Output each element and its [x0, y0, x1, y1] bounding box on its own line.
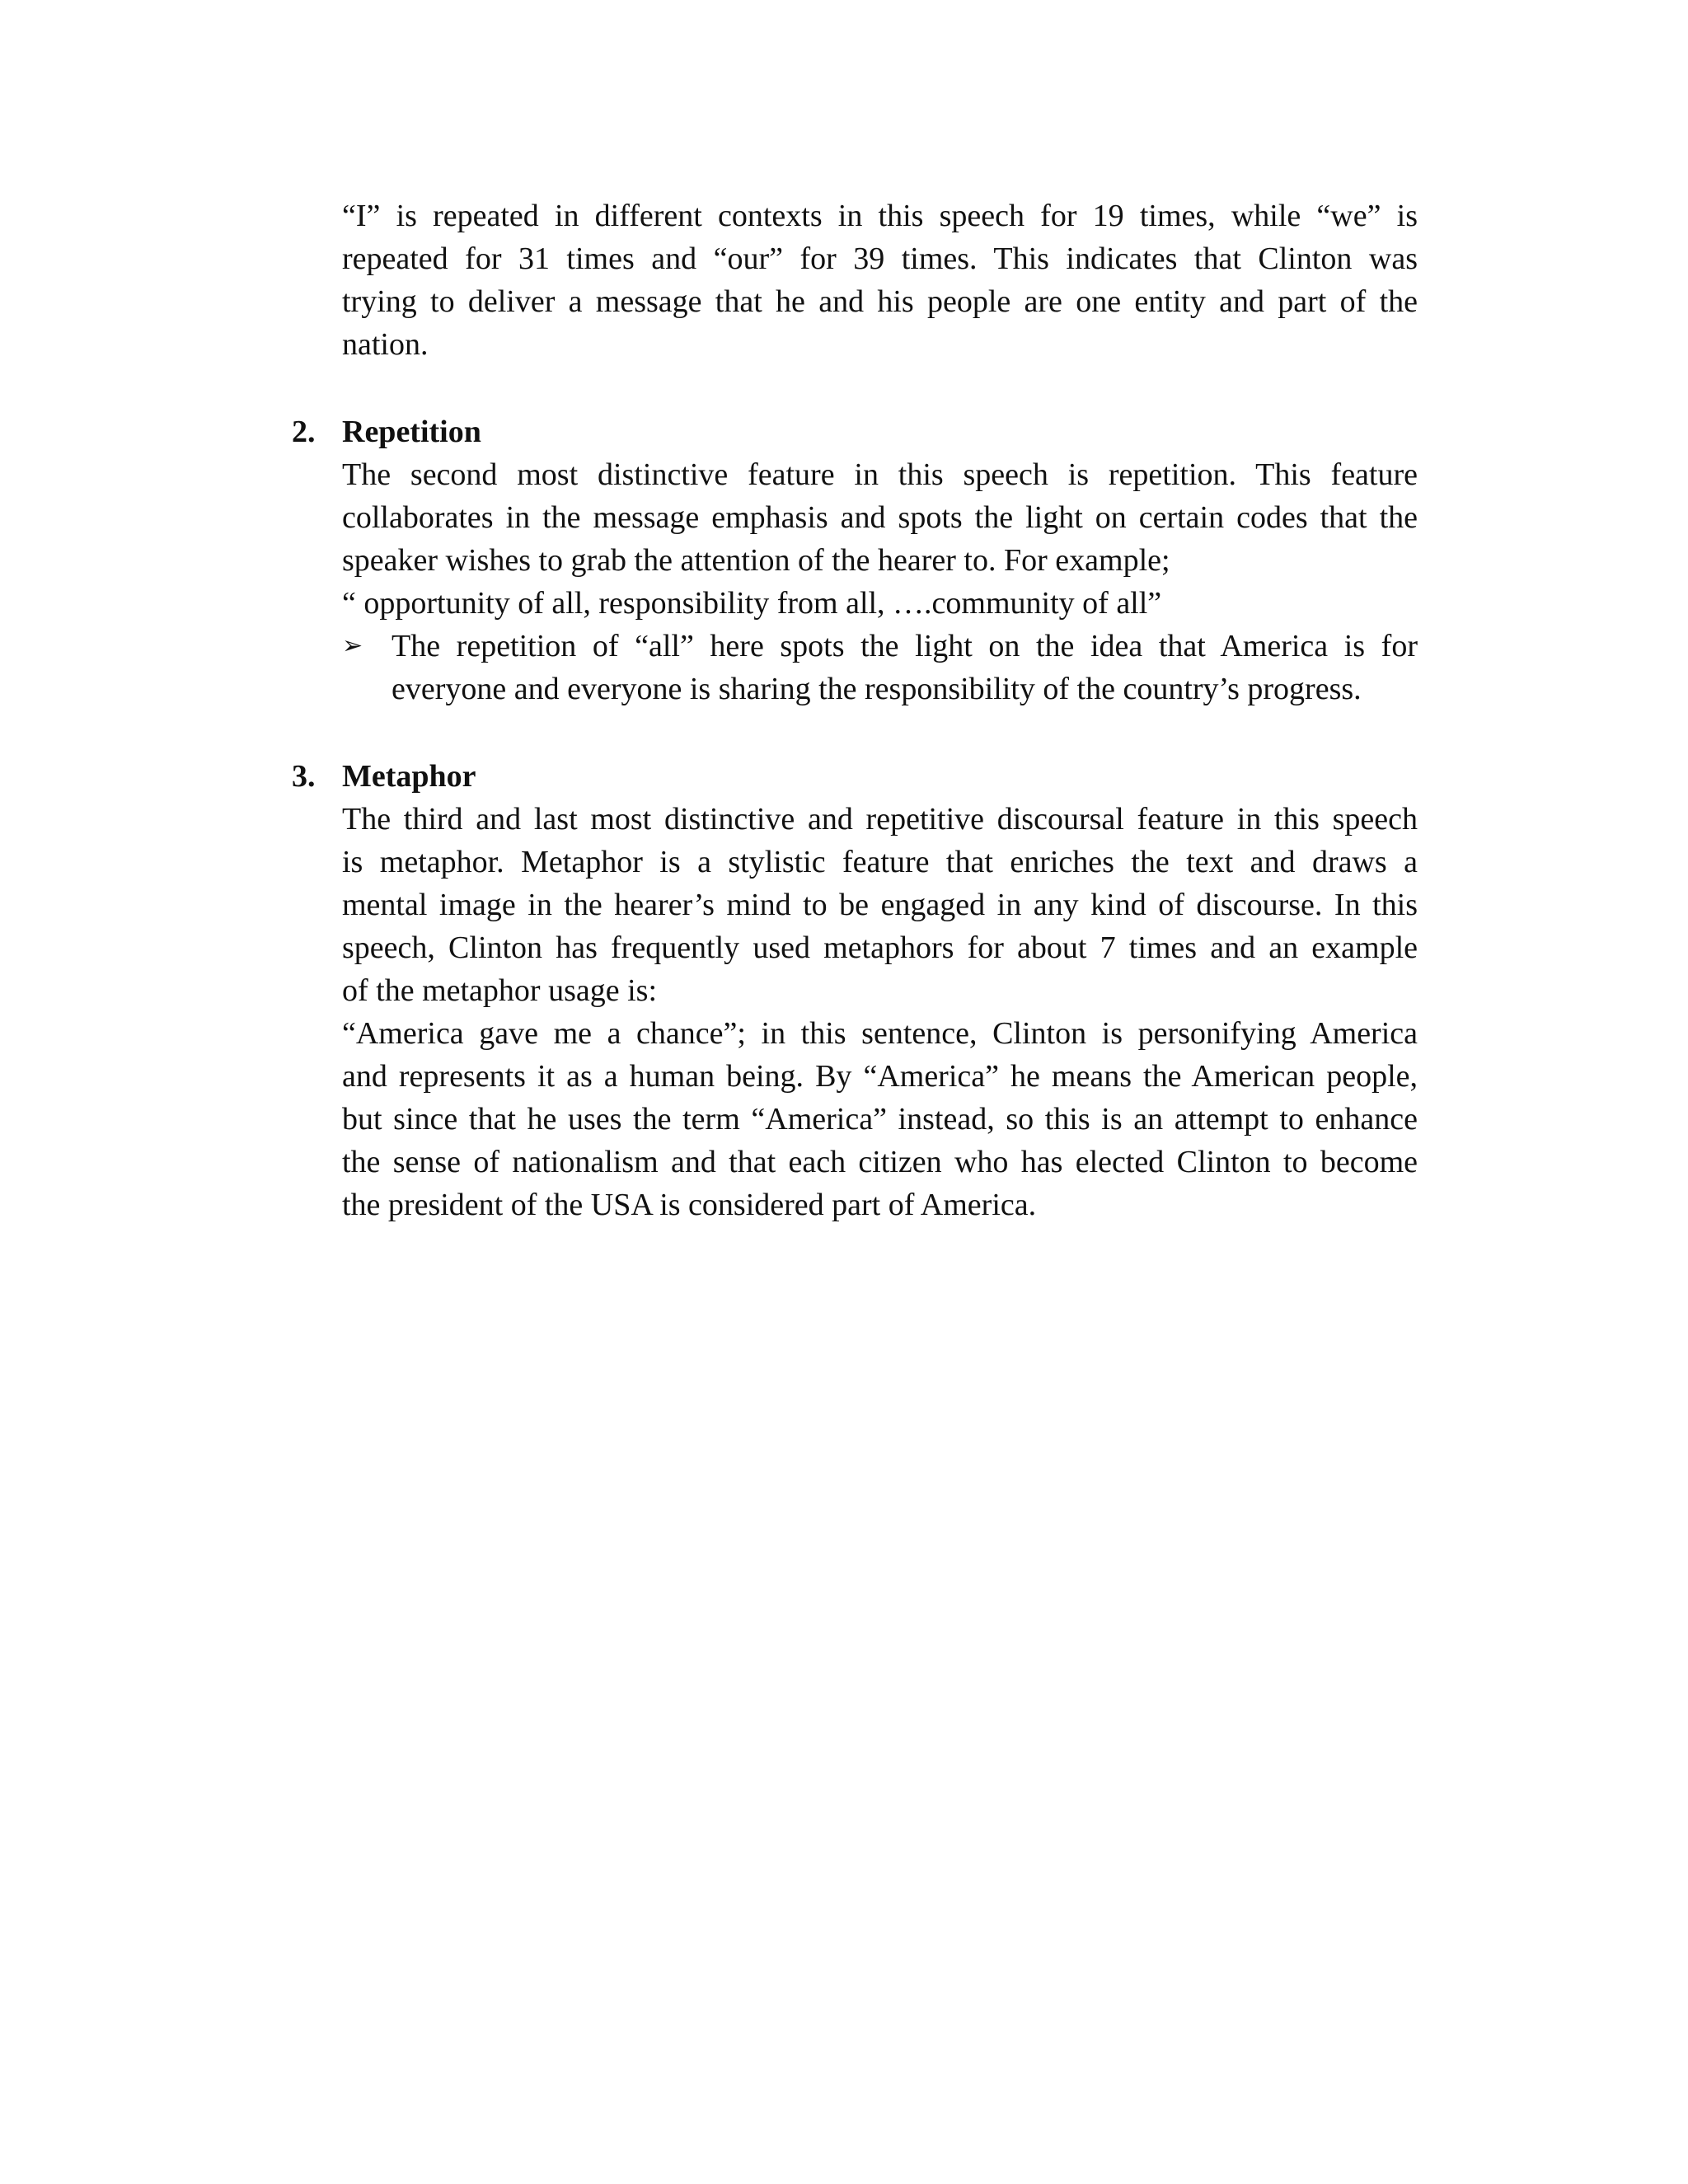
intro-line: “I” is repeated in different contexts in this speech for 19 times, while “we” is — [342, 199, 1418, 233]
paragraph-line: of the metaphor usage is: — [342, 973, 658, 1008]
repetition-paragraph — [342, 453, 1418, 625]
paragraph-line: the president of the USA is considered part of America. — [342, 1188, 1037, 1222]
paragraph-line: collaborates in the message emphasis and spots the light on certain codes that the — [342, 500, 1418, 535]
section-heading-repetition — [292, 410, 481, 453]
intro-line: trying to deliver a message that he and his people are one entity and part of the — [342, 284, 1418, 319]
arrow-bullet-icon: ➢ — [342, 632, 363, 659]
bullet-line: The repetition of “all” here spots the light on the idea that America is for — [392, 629, 1418, 663]
paragraph-line: “America gave me a chance”; in this sentence, Clinton is personifying America — [342, 1016, 1418, 1051]
section-title: Repetition — [342, 415, 481, 449]
paragraph-line: speaker wishes to grab the attention of the hearer to. For example; — [342, 543, 1170, 578]
bullet-text — [392, 625, 1418, 710]
intro-line: repeated for 31 times and “our” for 39 times. This indicates that Clinton was — [342, 241, 1418, 276]
metaphor-paragraph — [342, 798, 1418, 1226]
paragraph-line: is metaphor. Metaphor is a stylistic feature that enriches the text and draws a — [342, 845, 1418, 879]
intro-line: nation. — [342, 327, 429, 362]
paragraph-line: The second most distinctive feature in this speech is repetition. This feature — [342, 457, 1418, 492]
section-number: 2. — [292, 415, 316, 449]
paragraph-line: The third and last most distinctive and repetitive discoursal feature in this speech — [342, 802, 1418, 837]
paragraph-line: and represents it as a human being. By “America” he means the American people, — [342, 1059, 1418, 1094]
section-number: 3. — [292, 759, 316, 794]
intro-paragraph — [342, 194, 1418, 366]
section-title: Metaphor — [342, 759, 476, 794]
paragraph-line: speech, Clinton has frequently used metaphors for about 7 times and an example — [342, 930, 1418, 965]
bullet-line: everyone and everyone is sharing the responsibility of the country’s progress. — [392, 672, 1362, 706]
paragraph-line: mental image in the hearer’s mind to be engaged in any kind of discourse. In this — [342, 888, 1418, 922]
paragraph-line: but since that he uses the term “America” instead, so this is an attempt to enhance — [342, 1102, 1418, 1137]
section-heading-metaphor — [292, 755, 476, 798]
paragraph-line: “ opportunity of all, responsibility from all, ….community of all” — [342, 586, 1162, 621]
paragraph-line: the sense of nationalism and that each citizen who has elected Clinton to become — [342, 1145, 1418, 1179]
